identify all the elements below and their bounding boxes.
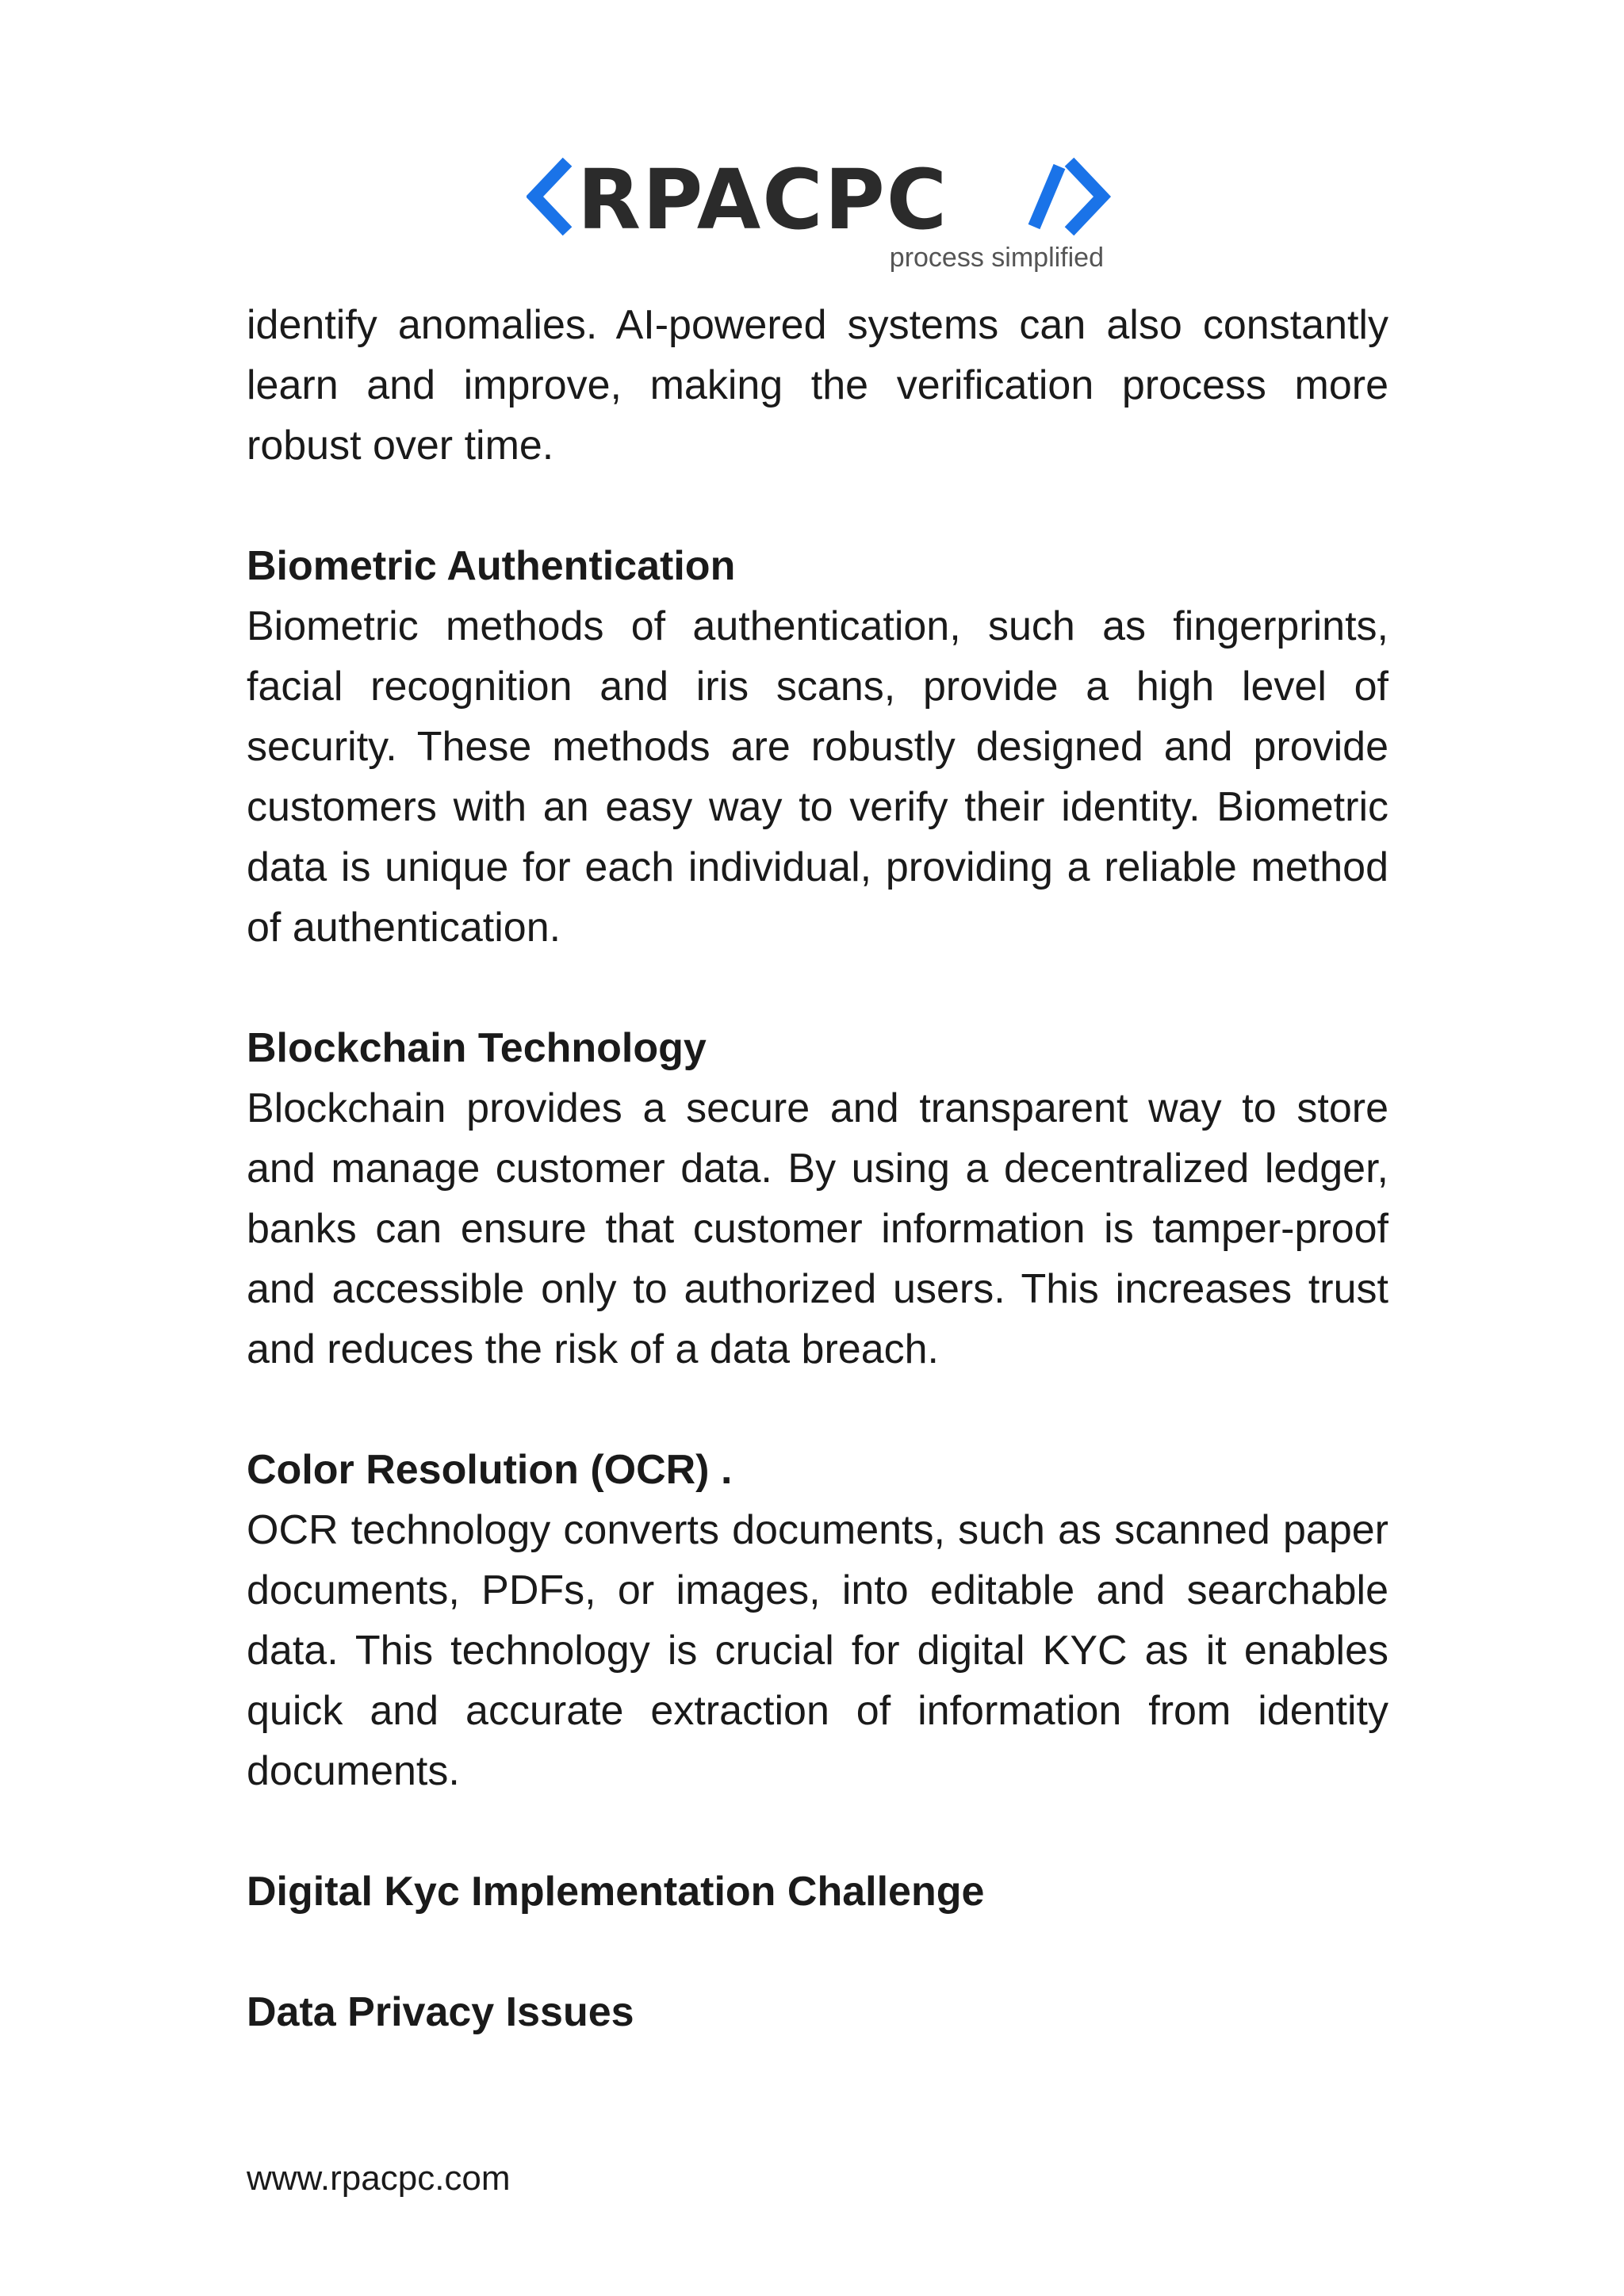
logo-slash-icon bbox=[1034, 166, 1059, 227]
section-heading-blockchain: Blockchain Technology bbox=[247, 1025, 707, 1071]
intro-paragraph: identify anomalies. AI-powered systems can also constantly learn and improve, making the verification process more robust over time. bbox=[247, 302, 1388, 469]
logo-brand-text: RPACPC bbox=[577, 155, 949, 248]
logo-right-chevron-icon bbox=[1074, 166, 1102, 227]
footer-url: www.rpacpc.com bbox=[247, 2159, 511, 2198]
section-body-ocr: OCR technology converts documents, such as scanned paper documents, PDFs, or images, into editable and searchable data. This technology is crucial for digital KYC as it enables quick and accurate extraction of information from identity documents. bbox=[247, 1507, 1388, 1794]
section-heading-privacy: Data Privacy Issues bbox=[247, 1989, 634, 2035]
logo-tagline: process simplified bbox=[889, 243, 1104, 273]
logo-left-chevron-icon bbox=[534, 166, 563, 227]
section-body-biometric: Biometric methods of authentication, such as fingerprints, facial recognition and iris scans, provide a high level of security. These methods are robustly designed and provide customers with an easy way to verify their identity. Biometric data is unique for each individual, providing a reliable method of authentication. bbox=[247, 603, 1388, 951]
section-body-blockchain: Blockchain provides a secure and transparent way to store and manage customer data. By using a decentralized ledger, banks can ensure that customer information is tamper-proof and accessible only to authorized users. This increases trust and reduces the risk of a data breach. bbox=[247, 1085, 1388, 1372]
section-heading-biometric: Biometric Authentication bbox=[247, 543, 736, 589]
brand-logo bbox=[527, 155, 1113, 274]
section-heading-ocr: Color Resolution (OCR) . bbox=[247, 1447, 733, 1493]
document-body bbox=[247, 295, 1388, 2042]
section-heading-challenge: Digital Kyc Implementation Challenge bbox=[247, 1869, 985, 1915]
